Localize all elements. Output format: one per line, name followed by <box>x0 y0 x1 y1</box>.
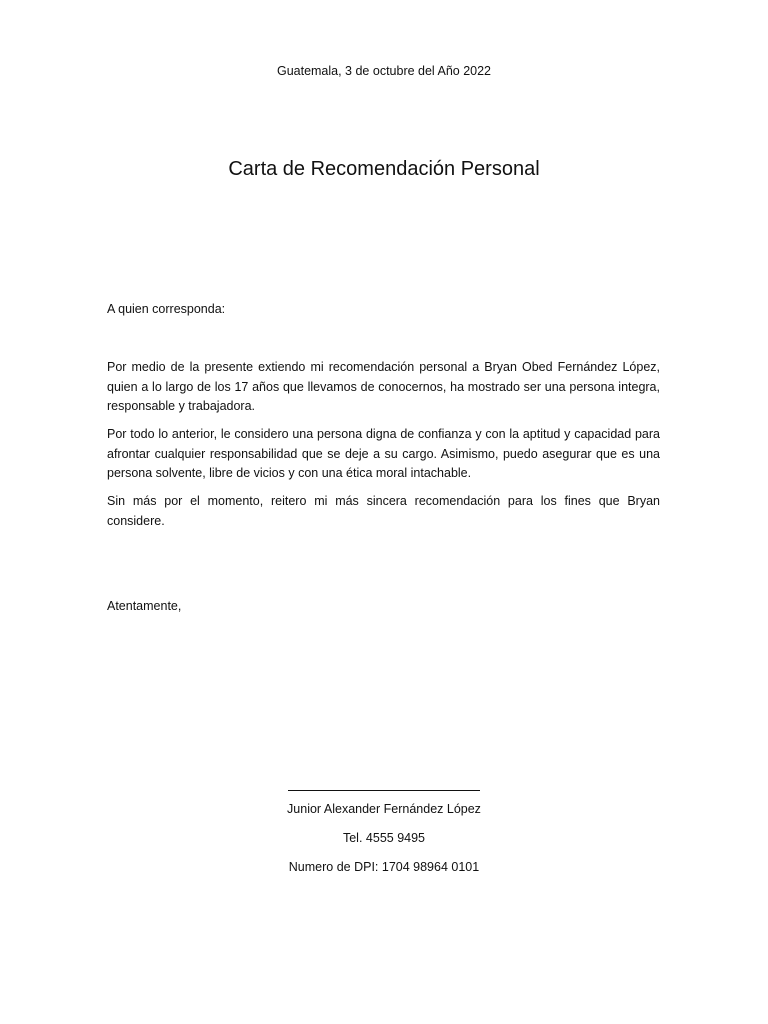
salutation: A quien corresponda: <box>107 302 226 316</box>
letter-title: Carta de Recomendación Personal <box>228 158 540 180</box>
signer-phone: Tel. 4555 9495 <box>342 831 425 845</box>
signer-name: Junior Alexander Fernández López <box>287 802 481 816</box>
body-paragraph-2: Por todo lo anterior, le considero una persona digna de confianza y con la aptitud y capacidad para afrontar cualquier responsabilidad que se deje a su cargo. Asimismo, puedo asegurar que es una persona solvente, libre de vicios y con una ética moral intachable. <box>107 427 660 480</box>
signer-dpi: Numero de DPI: 1704 98964 0101 <box>288 860 480 874</box>
signature-block <box>0 778 768 791</box>
body-paragraph-1: Por medio de la presente extiendo mi recomendación personal a Bryan Obed Fernández López, quien a lo largo de los 17 años que llevamos de conocernos, ha mostrado ser una persona integra, responsable y trabajadora. <box>107 360 660 413</box>
closing: Atentamente, <box>107 599 182 613</box>
body-paragraph-3: Sin más por el momento, reitero mi más sincera recomendación para los fines que Bryan considere. <box>107 494 660 528</box>
date-line: Guatemala, 3 de octubre del Año 2022 <box>276 64 492 78</box>
signature-line <box>288 778 480 791</box>
